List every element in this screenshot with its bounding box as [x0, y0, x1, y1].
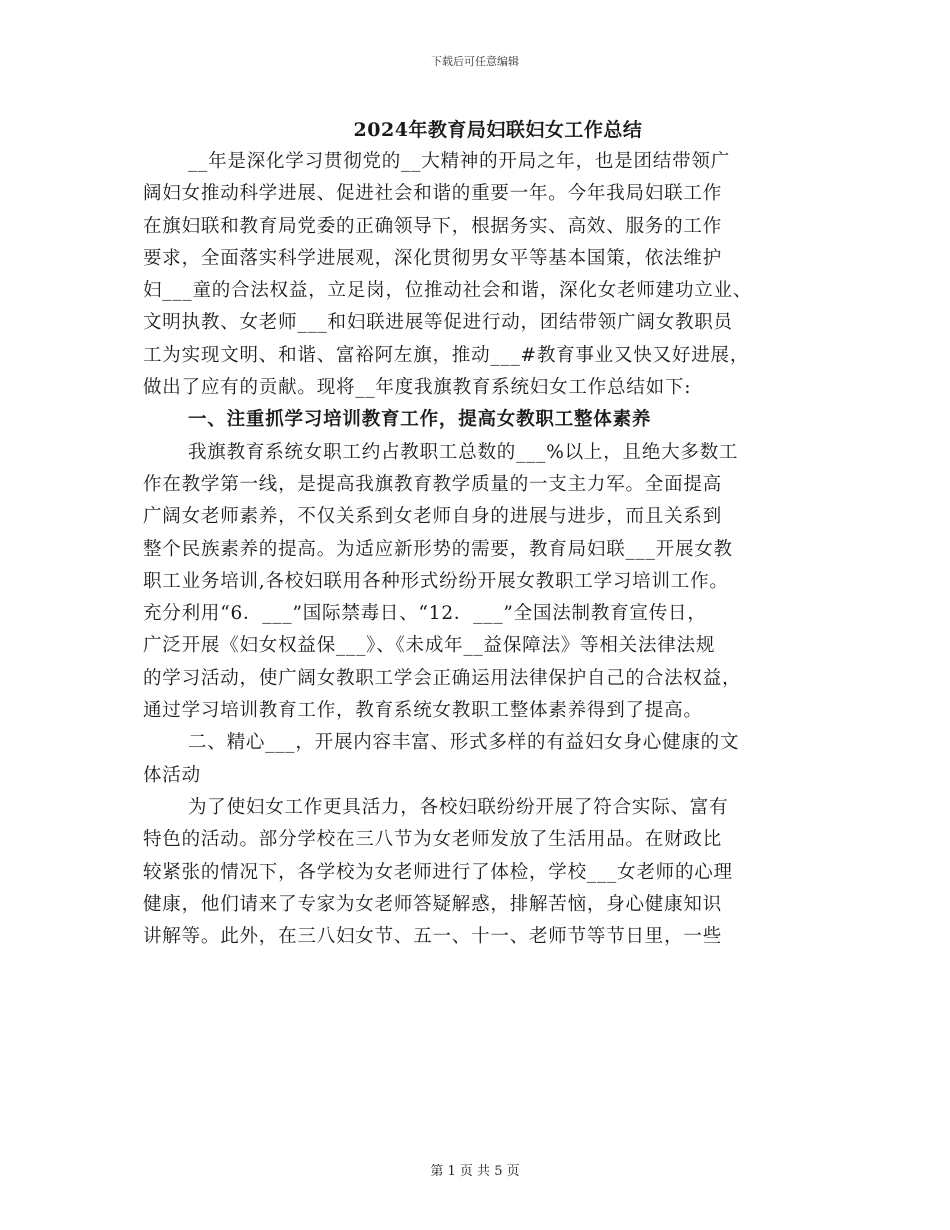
text-line: 通过学习培训教育工作，教育系统女教职工整体素养得到了提高。	[143, 700, 703, 722]
text-line: 作在教学第一线，是提高我旗教育教学质量的一支主力军。全面提高	[143, 473, 723, 495]
text-line: 广阔女老师素养，不仅关系到女老师自身的进展与进步，而且关系到	[143, 506, 723, 528]
section-heading: 一、注重抓学习培训教育工作，提高女教职工整体素养	[188, 409, 652, 431]
text-line: 为了使妇女工作更具活力，各校妇联纷纷开展了符合实际、富有	[188, 796, 729, 818]
text-line: 特色的活动。部分学校在三八节为女老师发放了生活用品。在财政比	[143, 829, 723, 851]
section-heading: 二、精心___，开展内容丰富、形式多样的有益妇女身心健康的文	[188, 732, 740, 754]
text-line: 做出了应有的贡献。现将__年度我旗教育系统妇女工作总结如下:	[143, 377, 692, 399]
text-line: 阔妇女推动科学进展、促进社会和谐的重要一年。今年我局妇联工作	[143, 183, 723, 205]
text-line: 要求，全面落实科学进展观，深化贯彻男女平等基本国策，依法维护	[143, 247, 723, 269]
text-line: 的学习活动，使广阔女教职工学会正确运用法律保护自己的合法权益，	[143, 667, 742, 689]
text-line: 职工业务培训,各校妇联用各种形式纷纷开展女教职工学习培训工作。	[143, 570, 729, 592]
text-line: 整个民族素养的提高。为适应新形势的需要，教育局妇联___开展女教	[143, 538, 733, 560]
text-line: 我旗教育系统女职工约占教职工总数的___%以上，且绝大多数工	[188, 441, 739, 463]
download-note: 下载后可任意编辑	[431, 55, 519, 68]
page-number: 第 1 页 共 5 页	[430, 1164, 520, 1179]
text-line: __年是深化学习贯彻党的__大精神的开局之年，也是团结带领广	[188, 151, 731, 172]
text-line: 妇___童的合法权益，立足岗，位推动社会和谐，深化女老师建功立业、	[143, 280, 753, 302]
text-line: 广泛开展《妇女权益保___》、《未成年__益保障法》等相关法律法规	[143, 635, 716, 657]
text-line: 较紧张的情况下，各学校为女老师进行了体检，学校___女老师的心理	[143, 861, 733, 883]
document-title: 2024年教育局妇联妇女工作总结	[353, 119, 643, 141]
text-line: 在旗妇联和教育局党委的正确领导下，根据务实、高效、服务的工作	[143, 215, 723, 237]
document-body	[143, 146, 823, 953]
text-line: 充分利用“6．___”国际禁毒日、“12．___”全国法制教育宣传日，	[143, 603, 707, 625]
text-line: 健康，他们请来了专家为女老师答疑解惑，排解苦恼，身心健康知识	[143, 893, 723, 915]
text-line: 讲解等。此外，在三八妇女节、五一、十一、老师节等节日里，一些	[143, 926, 723, 948]
section-heading-continued: 体活动	[143, 764, 201, 786]
text-line: 文明执教、女老师___和妇联进展等促进行动，团结带领广阔女教职员	[143, 312, 733, 334]
text-line: 工为实现文明、和谐、富裕阿左旗，推动___#教育事业又快又好进展，	[143, 344, 750, 366]
